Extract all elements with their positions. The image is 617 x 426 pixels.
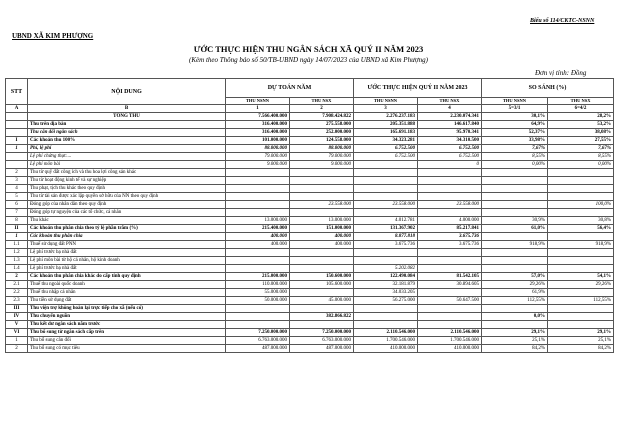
row-stt: 2 — [6, 169, 28, 177]
row-value: 215.400.000 — [226, 225, 290, 233]
row-value: 23.558.000 — [290, 201, 354, 209]
row-value: 3.675.736 — [418, 241, 482, 249]
row-value — [354, 161, 418, 169]
row-stt — [6, 153, 28, 161]
index-cell: 3 — [354, 105, 418, 113]
row-value — [226, 185, 290, 193]
table-row — [6, 153, 614, 161]
row-value: 55.000.000 — [226, 289, 290, 297]
row-name: Thuế thu nhập cá nhân — [28, 289, 226, 297]
row-name: Thu phạt, tịch thu khác theo quy định — [28, 185, 226, 193]
row-value — [482, 321, 548, 329]
row-value — [354, 257, 418, 265]
row-name: Lệ phí môn bài — [28, 161, 226, 169]
row-name: Lệ phí trước bạ nhà đất — [28, 249, 226, 257]
row-value: 2.110.546.000 — [418, 329, 482, 337]
col-estimate: DỰ TOÁN NĂM — [226, 79, 354, 98]
row-value — [418, 185, 482, 193]
row-value — [290, 321, 354, 329]
row-value — [290, 289, 354, 297]
row-value: 8,55% — [548, 153, 614, 161]
row-stt: 2.2 — [6, 289, 28, 297]
row-value: 400.000 — [290, 233, 354, 241]
row-stt: 2.3 — [6, 297, 28, 305]
row-value: 0,0% — [482, 313, 548, 321]
row-stt: I — [6, 137, 28, 145]
report-title: ƯỚC THỰC HIỆN THU NGÂN SÁCH XÃ QUÝ II NĂM 2023 — [193, 44, 424, 54]
row-value: 410.000.000 — [354, 345, 418, 353]
row-value: 112,55% — [548, 297, 614, 305]
index-cell: 2 — [290, 105, 354, 113]
table-row — [6, 145, 614, 153]
row-value: 1.700.546.000 — [418, 337, 482, 345]
row-value — [482, 257, 548, 265]
row-value: 79.000.000 — [226, 153, 290, 161]
row-value — [482, 169, 548, 177]
col-content: NỘI DUNG — [28, 79, 226, 105]
row-name: Thuế sử dụng đất PNN — [28, 241, 226, 249]
row-name: Lệ phí chứng thực.... — [28, 153, 226, 161]
row-stt: 1.4 — [6, 265, 28, 273]
row-value — [418, 257, 482, 265]
row-value: 3.675.736 — [418, 233, 482, 241]
table-row — [6, 249, 614, 257]
row-value: 2.230.074.341 — [418, 113, 482, 121]
row-stt: VI — [6, 329, 28, 337]
row-value: 215.000.000 — [226, 273, 290, 281]
row-value — [354, 313, 418, 321]
row-value: 146.617.840 — [418, 121, 482, 129]
row-value: 0,00% — [548, 161, 614, 169]
row-name: Lệ phí môn bài từ hộ cá nhân, hộ kinh doanh — [28, 257, 226, 265]
row-value — [482, 185, 548, 193]
row-value: 38,08% — [548, 129, 614, 137]
row-value — [418, 177, 482, 185]
table-row — [6, 345, 614, 353]
row-value: 6.763.000.000 — [290, 337, 354, 345]
revenue-table — [5, 78, 614, 353]
row-value: 131.367.902 — [354, 225, 418, 233]
row-value — [482, 209, 548, 217]
row-name: Thu trên địa bàn — [28, 121, 226, 129]
row-value: 487.000.000 — [290, 345, 354, 353]
row-name: Đóng góp tự nguyện của các tổ chức, cá nhân — [28, 209, 226, 217]
row-value — [482, 305, 548, 313]
row-value: 30,1% — [482, 113, 548, 121]
table-row — [6, 209, 614, 217]
agency-name: UBND XÃ KIM PHƯỢNG — [12, 32, 94, 40]
row-value — [418, 313, 482, 321]
row-stt: 1 — [6, 337, 28, 345]
row-name: Các khoản thu phân chia — [28, 233, 226, 241]
row-value — [290, 257, 354, 265]
subcol: THU NSX — [418, 98, 482, 105]
row-stt: 2 — [6, 273, 28, 281]
index-cell: 5=3/1 — [482, 105, 548, 113]
row-value — [482, 177, 548, 185]
row-value: 32.181.879 — [354, 281, 418, 289]
index-cell: B — [28, 105, 226, 113]
row-value: 61,9% — [482, 289, 548, 297]
table-row — [6, 257, 614, 265]
row-value: 33,98% — [482, 137, 548, 145]
row-value — [418, 209, 482, 217]
row-value: 45.000.000 — [290, 297, 354, 305]
index-cell: 1 — [226, 105, 290, 113]
table-row — [6, 177, 614, 185]
row-value — [418, 193, 482, 201]
row-stt — [6, 113, 28, 121]
subcol: THU NSX — [548, 98, 614, 105]
row-name: Thu từ quỹ đất công ích và thu hoa lợi công sản khác — [28, 169, 226, 177]
row-stt: 1.3 — [6, 257, 28, 265]
row-value — [482, 193, 548, 201]
row-value: 29,26% — [482, 281, 548, 289]
row-value — [482, 265, 548, 273]
row-value — [354, 321, 418, 329]
row-value — [548, 177, 614, 185]
row-stt — [6, 121, 28, 129]
row-value: 8,55% — [482, 153, 548, 161]
row-value — [290, 169, 354, 177]
row-value — [548, 289, 614, 297]
row-value — [226, 201, 290, 209]
row-value — [548, 249, 614, 257]
row-value — [354, 177, 418, 185]
row-value: 410.000.000 — [418, 345, 482, 353]
row-name: Thu bổ sung có mục tiêu — [28, 345, 226, 353]
table-row — [6, 225, 614, 233]
row-value — [290, 305, 354, 313]
table-row — [6, 185, 614, 193]
row-value: 88.000.000 — [226, 145, 290, 153]
row-name: Thu cân đối ngân sách — [28, 129, 226, 137]
row-value — [226, 265, 290, 273]
row-value: 6.763.000.000 — [226, 337, 290, 345]
subcol: THU NSNN — [354, 98, 418, 105]
row-value: 28,2% — [548, 113, 614, 121]
row-value: 9.000.000 — [226, 161, 290, 169]
row-stt: 2 — [6, 345, 28, 353]
row-value: 29,1% — [548, 329, 614, 337]
row-name: Thu chuyển nguồn — [28, 313, 226, 321]
subcol: THU NSNN — [226, 98, 290, 105]
row-value: 0 — [418, 161, 482, 169]
row-value: 30,8% — [548, 217, 614, 225]
row-value — [226, 257, 290, 265]
col-compare: SO SÁNH (%) — [482, 79, 614, 98]
row-value — [290, 193, 354, 201]
row-value: 4.012.781 — [354, 217, 418, 225]
table-row — [6, 113, 614, 121]
row-value — [418, 169, 482, 177]
row-name: Lệ phí trước bạ nhà đất — [28, 265, 226, 273]
row-value — [548, 209, 614, 217]
unit-label: Đơn vị tính: Đồng — [535, 69, 587, 77]
row-value: 23.558.000 — [354, 201, 418, 209]
row-value: 7.908.424.822 — [290, 113, 354, 121]
row-value: 34.033.205 — [354, 289, 418, 297]
row-value: 61,0% — [482, 225, 548, 233]
table-row — [6, 289, 614, 297]
row-name: Đóng góp của nhân dân theo quy định — [28, 201, 226, 209]
table-row — [6, 193, 614, 201]
table-row — [6, 161, 614, 169]
index-cell: 4 — [418, 105, 482, 113]
row-name: Thu bổ sung từ ngân sách cấp trên — [28, 329, 226, 337]
row-value: 27,55% — [548, 137, 614, 145]
row-value: 6.752.500 — [354, 153, 418, 161]
row-stt: 8 — [6, 217, 28, 225]
row-value — [548, 185, 614, 193]
row-value — [418, 265, 482, 273]
table-row — [6, 313, 614, 321]
row-name: Phí, lệ phí — [28, 145, 226, 153]
row-value — [226, 209, 290, 217]
row-value — [548, 305, 614, 313]
row-stt: 7 — [6, 209, 28, 217]
row-value — [290, 177, 354, 185]
row-value — [418, 249, 482, 257]
row-stt — [6, 129, 28, 137]
row-value: 4.000.000 — [418, 217, 482, 225]
row-value: 101.000.000 — [226, 137, 290, 145]
row-value: 95.970.341 — [418, 129, 482, 137]
row-value: 400.000 — [226, 233, 290, 241]
row-stt: IV — [6, 313, 28, 321]
row-value: 0,00% — [482, 161, 548, 169]
row-value — [226, 169, 290, 177]
row-value: 205.351.888 — [354, 121, 418, 129]
row-name: Thu viện trợ không hoàn lại trực tiếp cho xã (nếu có) — [28, 305, 226, 313]
row-value: 25,1% — [482, 337, 548, 345]
row-value — [548, 265, 614, 273]
table-row — [6, 121, 614, 129]
table-row — [6, 265, 614, 273]
row-name: Thu bổ sung cân đối — [28, 337, 226, 345]
row-value: 50.647.500 — [418, 297, 482, 305]
subcol: THU NSNN — [482, 98, 548, 105]
row-name: Thu từ tài sản được xác lập quyền sở hữu của NN theo quy định — [28, 193, 226, 201]
row-value: 56.275.000 — [354, 297, 418, 305]
row-value — [290, 265, 354, 273]
col-actual: ƯỚC THỰC HIỆN QUÝ II NĂM 2023 — [354, 79, 482, 98]
row-value: 918,9% — [548, 241, 614, 249]
row-value: 316.400.000 — [226, 121, 290, 129]
table-row — [6, 241, 614, 249]
row-value: 13.000.000 — [290, 217, 354, 225]
row-value: 64,9% — [482, 121, 548, 129]
row-value: 13.000.000 — [226, 217, 290, 225]
row-value: 7.250.000.000 — [226, 329, 290, 337]
row-value: 100,0% — [548, 201, 614, 209]
row-value: 316.400.000 — [226, 129, 290, 137]
table-row — [6, 217, 614, 225]
table-row — [6, 233, 614, 241]
row-value: 5.202.082 — [354, 265, 418, 273]
row-name: Các khoản thu phân chia theo tỷ lệ phần trăm (%) — [28, 225, 226, 233]
subcol: THU NSX — [290, 98, 354, 105]
table-row — [6, 169, 614, 177]
row-value: 84,2% — [482, 345, 548, 353]
table-row — [6, 281, 614, 289]
row-name: Các khoản thu 100% — [28, 137, 226, 145]
row-value — [290, 249, 354, 257]
row-value — [548, 193, 614, 201]
row-value — [548, 233, 614, 241]
row-stt: 5 — [6, 193, 28, 201]
row-value: 9.000.000 — [290, 161, 354, 169]
col-stt: STT — [6, 79, 28, 105]
table-row — [6, 337, 614, 345]
row-value: 50.000.000 — [226, 297, 290, 305]
row-value: 400.000 — [226, 241, 290, 249]
report-subtitle: (Kèm theo Thông báo số 50/TB-UBND ngày 14/07/2023 của UBND xã Kim Phượng) — [189, 56, 428, 64]
row-value: 400.000 — [290, 241, 354, 249]
row-value: 29,1% — [482, 329, 548, 337]
row-value — [354, 209, 418, 217]
row-stt: 1 — [6, 145, 28, 153]
row-value — [418, 289, 482, 297]
row-value: 150.600.000 — [290, 273, 354, 281]
row-value — [226, 313, 290, 321]
row-value: 918,9% — [482, 241, 548, 249]
row-value — [482, 201, 548, 209]
row-value — [354, 305, 418, 313]
row-value — [226, 193, 290, 201]
row-value — [548, 257, 614, 265]
row-value: 112,55% — [482, 297, 548, 305]
row-value: 7.250.000.000 — [290, 329, 354, 337]
row-value — [418, 321, 482, 329]
table-row — [6, 129, 614, 137]
row-value: 56,4% — [548, 225, 614, 233]
row-stt: II — [6, 225, 28, 233]
row-value: 34.310.500 — [418, 137, 482, 145]
row-value — [482, 249, 548, 257]
row-stt: 3 — [6, 177, 28, 185]
form-code: Biểu số 114/CKTC-NSNN — [530, 18, 595, 24]
row-value: 151.000.000 — [290, 225, 354, 233]
row-stt: 6 — [6, 201, 28, 209]
row-stt — [6, 161, 28, 169]
row-value: 52,37% — [482, 129, 548, 137]
row-value: 25,1% — [548, 337, 614, 345]
row-value: 7,67% — [548, 145, 614, 153]
row-value — [354, 169, 418, 177]
row-name: Thu kết dư ngân sách năm trước — [28, 321, 226, 329]
row-value — [226, 321, 290, 329]
table-body — [6, 105, 614, 353]
row-value — [548, 169, 614, 177]
table-row — [6, 305, 614, 313]
row-value: 105.600.000 — [290, 281, 354, 289]
row-value: 6.752.500 — [354, 145, 418, 153]
row-value — [226, 177, 290, 185]
row-value — [290, 209, 354, 217]
row-stt: 1.2 — [6, 249, 28, 257]
row-value: 1.700.546.000 — [354, 337, 418, 345]
table-row — [6, 297, 614, 305]
row-value: 54,1% — [548, 273, 614, 281]
row-value: 23.558.000 — [418, 201, 482, 209]
table-row — [6, 201, 614, 209]
row-value: 6.752.500 — [418, 145, 482, 153]
row-value — [482, 233, 548, 241]
row-value: 30.894.605 — [418, 281, 482, 289]
row-value: 88.000.000 — [290, 145, 354, 153]
index-cell: A — [6, 105, 28, 113]
row-value — [548, 321, 614, 329]
row-value: 81.542.105 — [418, 273, 482, 281]
row-value: 165.691.183 — [354, 129, 418, 137]
row-name: Thu tiền sử dụng đất — [28, 297, 226, 305]
row-name: Thu khác — [28, 217, 226, 225]
row-name: Các khoản thu phân chia khác do cấp tỉnh quy định — [28, 273, 226, 281]
table-row — [6, 321, 614, 329]
row-value: 275.558.000 — [290, 121, 354, 129]
row-value: 487.000.000 — [226, 345, 290, 353]
row-value: 2.110.546.000 — [354, 329, 418, 337]
row-value: 29,26% — [548, 281, 614, 289]
row-value: 2.276.237.183 — [354, 113, 418, 121]
row-value: 79.000.000 — [290, 153, 354, 161]
row-value: 7.566.400.000 — [226, 113, 290, 121]
row-stt: 2.1 — [6, 281, 28, 289]
row-value: 6.752.500 — [418, 153, 482, 161]
row-value — [354, 185, 418, 193]
row-stt: 1 — [6, 233, 28, 241]
row-value: 110.000.000 — [226, 281, 290, 289]
row-stt: 1.1 — [6, 241, 28, 249]
table-row — [6, 137, 614, 145]
row-value: 85.217.841 — [418, 225, 482, 233]
row-value — [354, 193, 418, 201]
row-name: TỔNG THU — [28, 113, 226, 121]
row-value: 7,67% — [482, 145, 548, 153]
index-cell: 6=4/2 — [548, 105, 614, 113]
row-value — [354, 249, 418, 257]
row-value: 124.558.000 — [290, 137, 354, 145]
row-value: 84,2% — [548, 345, 614, 353]
row-value: 34.323.281 — [354, 137, 418, 145]
row-stt: III — [6, 305, 28, 313]
row-value: 57,0% — [482, 273, 548, 281]
table-row — [6, 329, 614, 337]
row-value: 8.877.818 — [354, 233, 418, 241]
table-row — [6, 273, 614, 281]
row-stt: V — [6, 321, 28, 329]
row-value: 53,2% — [548, 121, 614, 129]
row-name: Thuế thu ngoài quốc doanh — [28, 281, 226, 289]
row-value — [290, 185, 354, 193]
row-value: 30,9% — [482, 217, 548, 225]
row-name: Thu từ hoạt động kinh tế và sự nghiệp — [28, 177, 226, 185]
row-value: 122.490.084 — [354, 273, 418, 281]
row-stt: 4 — [6, 185, 28, 193]
row-value: 3.675.736 — [354, 241, 418, 249]
row-value — [226, 305, 290, 313]
row-value — [548, 313, 614, 321]
row-value: 252.000.000 — [290, 129, 354, 137]
row-value — [418, 305, 482, 313]
row-value — [226, 249, 290, 257]
index-row — [6, 105, 614, 113]
row-value: 382.866.822 — [290, 313, 354, 321]
